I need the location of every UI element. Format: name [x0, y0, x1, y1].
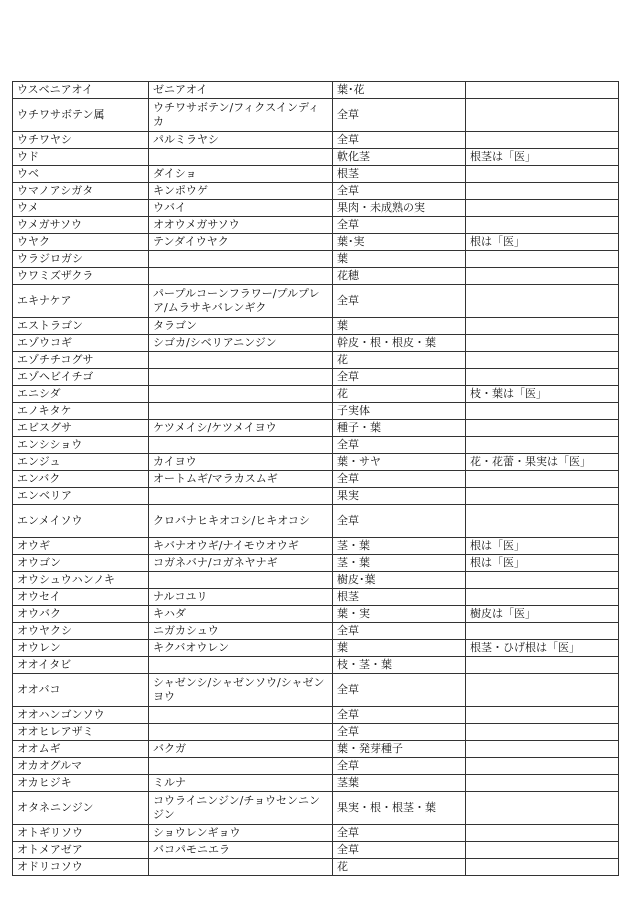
plant-name-cell: エゾチチコグサ: [13, 352, 149, 369]
part-cell: 子実体: [333, 403, 466, 420]
part-cell: 葉・実: [333, 606, 466, 623]
alias-cell: [149, 386, 333, 403]
part-cell: 全草: [333, 132, 466, 149]
table-row: [13, 386, 619, 403]
plant-name-cell: ウラジロガシ: [13, 251, 149, 268]
note-cell: [466, 589, 619, 606]
part-cell: 全草: [333, 758, 466, 775]
part-cell: 花: [333, 352, 466, 369]
note-cell: 花・花蕾・果実は「医」: [466, 454, 619, 471]
part-cell: 茎葉: [333, 775, 466, 792]
table-row: [13, 538, 619, 555]
table-row: [13, 420, 619, 437]
table-row: [13, 166, 619, 183]
part-cell: 根茎: [333, 589, 466, 606]
table-row: [13, 335, 619, 352]
plant-name-cell: ウチワサボテン属: [13, 99, 149, 132]
table-row: [13, 657, 619, 674]
part-cell: 全草: [333, 285, 466, 318]
plant-name-cell: エゾウコギ: [13, 335, 149, 352]
alias-cell: ナルコユリ: [149, 589, 333, 606]
part-cell: 全草: [333, 505, 466, 538]
table-row: [13, 285, 619, 318]
plant-name-cell: オウセイ: [13, 589, 149, 606]
part-cell: 全草: [333, 724, 466, 741]
part-cell: 茎・葉: [333, 555, 466, 572]
plant-name-cell: ウド: [13, 149, 149, 166]
plant-name-cell: ウマノアシガタ: [13, 183, 149, 200]
table-row: [13, 149, 619, 166]
plant-name-cell: ウスベニアオイ: [13, 82, 149, 99]
plant-name-cell: ウワミズザクラ: [13, 268, 149, 285]
part-cell: 葉: [333, 251, 466, 268]
alias-cell: [149, 437, 333, 454]
part-cell: 全草: [333, 842, 466, 859]
table-row: [13, 268, 619, 285]
table-row: [13, 775, 619, 792]
alias-cell: バコパモニエラ: [149, 842, 333, 859]
table-row: [13, 505, 619, 538]
plant-name-cell: ウヤク: [13, 234, 149, 251]
note-cell: [466, 623, 619, 640]
note-cell: [466, 217, 619, 234]
plant-name-cell: オウバク: [13, 606, 149, 623]
note-cell: [466, 183, 619, 200]
part-cell: 葉・サヤ: [333, 454, 466, 471]
plant-name-cell: オカヒジキ: [13, 775, 149, 792]
alias-cell: ニガカシュウ: [149, 623, 333, 640]
alias-cell: オオウメガサソウ: [149, 217, 333, 234]
note-cell: [466, 707, 619, 724]
plant-name-cell: オオイタビ: [13, 657, 149, 674]
plant-name-cell: エゾヘビイチゴ: [13, 369, 149, 386]
alias-cell: [149, 268, 333, 285]
note-cell: [466, 200, 619, 217]
plant-name-cell: オウギ: [13, 538, 149, 555]
table-row: [13, 437, 619, 454]
part-cell: 樹皮･葉: [333, 572, 466, 589]
part-cell: 全草: [333, 183, 466, 200]
table-row: [13, 251, 619, 268]
note-cell: [466, 166, 619, 183]
table-row: [13, 352, 619, 369]
note-cell: [466, 724, 619, 741]
plant-name-cell: オウゴン: [13, 555, 149, 572]
alias-cell: [149, 572, 333, 589]
plant-name-cell: オトギリソウ: [13, 825, 149, 842]
note-cell: [466, 82, 619, 99]
part-cell: 全草: [333, 369, 466, 386]
plant-name-cell: オウシュウハンノキ: [13, 572, 149, 589]
alias-cell: ショウレンギョウ: [149, 825, 333, 842]
part-cell: 葉･花: [333, 82, 466, 99]
note-cell: 根は「医」: [466, 538, 619, 555]
table-row: [13, 403, 619, 420]
alias-cell: ミルナ: [149, 775, 333, 792]
table-row: [13, 623, 619, 640]
part-cell: 全草: [333, 825, 466, 842]
plant-name-cell: エンジュ: [13, 454, 149, 471]
herb-table-body: [13, 82, 619, 876]
part-cell: 種子・葉: [333, 420, 466, 437]
part-cell: 幹皮・根・根皮・葉: [333, 335, 466, 352]
note-cell: 枝・葉は「医」: [466, 386, 619, 403]
table-row: [13, 825, 619, 842]
table-row: [13, 318, 619, 335]
table-row: [13, 200, 619, 217]
alias-cell: シャゼンシ/シャゼンソウ/シャゼンヨウ: [149, 674, 333, 707]
table-row: [13, 724, 619, 741]
part-cell: 葉･実: [333, 234, 466, 251]
table-row: [13, 183, 619, 200]
alias-cell: パープルコーンフラワー/プルプレア/ムラサキバレンギク: [149, 285, 333, 318]
note-cell: [466, 775, 619, 792]
plant-name-cell: エキナケア: [13, 285, 149, 318]
table-row: [13, 555, 619, 572]
plant-name-cell: ウメ: [13, 200, 149, 217]
part-cell: 花: [333, 386, 466, 403]
part-cell: 軟化茎: [333, 149, 466, 166]
plant-name-cell: オトメアゼア: [13, 842, 149, 859]
table-row: [13, 859, 619, 876]
alias-cell: タラゴン: [149, 318, 333, 335]
table-row: [13, 488, 619, 505]
part-cell: 葉: [333, 318, 466, 335]
alias-cell: [149, 724, 333, 741]
part-cell: 枝・茎・葉: [333, 657, 466, 674]
alias-cell: [149, 403, 333, 420]
table-row: [13, 132, 619, 149]
part-cell: 全草: [333, 217, 466, 234]
note-cell: [466, 657, 619, 674]
alias-cell: [149, 352, 333, 369]
part-cell: 全草: [333, 471, 466, 488]
alias-cell: バクガ: [149, 741, 333, 758]
plant-name-cell: エンバク: [13, 471, 149, 488]
alias-cell: [149, 251, 333, 268]
plant-name-cell: エンメイソウ: [13, 505, 149, 538]
plant-name-cell: オカオグルマ: [13, 758, 149, 775]
alias-cell: ウチワサボテン/フィクスインディカ: [149, 99, 333, 132]
table-row: [13, 707, 619, 724]
table-row: [13, 589, 619, 606]
note-cell: 根茎・ひげ根は「医」: [466, 640, 619, 657]
note-cell: [466, 437, 619, 454]
note-cell: [466, 471, 619, 488]
part-cell: 全草: [333, 707, 466, 724]
plant-name-cell: オオハンゴンソウ: [13, 707, 149, 724]
alias-cell: ゼニアオイ: [149, 82, 333, 99]
alias-cell: オートムギ/マラカスムギ: [149, 471, 333, 488]
part-cell: 花: [333, 859, 466, 876]
alias-cell: キバナオウギ/ナイモウオウギ: [149, 538, 333, 555]
alias-cell: [149, 707, 333, 724]
alias-cell: コウライニンジン/チョウセンニンジン: [149, 792, 333, 825]
alias-cell: [149, 859, 333, 876]
note-cell: [466, 674, 619, 707]
part-cell: 果実: [333, 488, 466, 505]
herb-table: [12, 81, 619, 876]
plant-name-cell: ウメガサソウ: [13, 217, 149, 234]
note-cell: [466, 792, 619, 825]
note-cell: 根茎は「医」: [466, 149, 619, 166]
table-row: [13, 454, 619, 471]
table-row: [13, 234, 619, 251]
note-cell: [466, 99, 619, 132]
part-cell: 全草: [333, 623, 466, 640]
note-cell: 根は「医」: [466, 234, 619, 251]
table-row: [13, 572, 619, 589]
note-cell: [466, 505, 619, 538]
alias-cell: [149, 369, 333, 386]
alias-cell: [149, 758, 333, 775]
plant-name-cell: オウレン: [13, 640, 149, 657]
note-cell: [466, 572, 619, 589]
alias-cell: ウバイ: [149, 200, 333, 217]
alias-cell: [149, 149, 333, 166]
plant-name-cell: オウヤクシ: [13, 623, 149, 640]
table-row: [13, 741, 619, 758]
plant-name-cell: ウチワヤシ: [13, 132, 149, 149]
plant-name-cell: オタネニンジン: [13, 792, 149, 825]
alias-cell: シゴカ/シベリアニンジン: [149, 335, 333, 352]
part-cell: 全草: [333, 674, 466, 707]
alias-cell: キクバオウレン: [149, 640, 333, 657]
part-cell: 茎・葉: [333, 538, 466, 555]
part-cell: 全草: [333, 99, 466, 132]
note-cell: [466, 369, 619, 386]
table-row: [13, 217, 619, 234]
table-row: [13, 606, 619, 623]
plant-name-cell: オオムギ: [13, 741, 149, 758]
plant-name-cell: エノキタケ: [13, 403, 149, 420]
note-cell: [466, 741, 619, 758]
alias-cell: ダイショ: [149, 166, 333, 183]
note-cell: [466, 488, 619, 505]
plant-name-cell: オドリコソウ: [13, 859, 149, 876]
note-cell: [466, 403, 619, 420]
plant-name-cell: オオヒレアザミ: [13, 724, 149, 741]
alias-cell: カイヨウ: [149, 454, 333, 471]
table-row: [13, 369, 619, 386]
alias-cell: [149, 657, 333, 674]
part-cell: 全草: [333, 437, 466, 454]
alias-cell: [149, 488, 333, 505]
note-cell: [466, 825, 619, 842]
note-cell: [466, 758, 619, 775]
plant-name-cell: エンシショウ: [13, 437, 149, 454]
part-cell: 葉・発芽種子: [333, 741, 466, 758]
alias-cell: パルミラヤシ: [149, 132, 333, 149]
part-cell: 根茎: [333, 166, 466, 183]
part-cell: 果肉・未成熟の実: [333, 200, 466, 217]
alias-cell: キンポウゲ: [149, 183, 333, 200]
note-cell: [466, 318, 619, 335]
alias-cell: コガネバナ/コガネヤナギ: [149, 555, 333, 572]
part-cell: 葉: [333, 640, 466, 657]
table-row: [13, 792, 619, 825]
part-cell: 果実・根・根茎・葉: [333, 792, 466, 825]
note-cell: 根は「医」: [466, 555, 619, 572]
plant-name-cell: エビスグサ: [13, 420, 149, 437]
plant-name-cell: オオバコ: [13, 674, 149, 707]
table-row: [13, 82, 619, 99]
note-cell: [466, 268, 619, 285]
table-row: [13, 640, 619, 657]
note-cell: [466, 420, 619, 437]
alias-cell: テンダイウヤク: [149, 234, 333, 251]
plant-name-cell: エニシダ: [13, 386, 149, 403]
part-cell: 花穂: [333, 268, 466, 285]
plant-name-cell: ウベ: [13, 166, 149, 183]
note-cell: [466, 352, 619, 369]
table-row: [13, 674, 619, 707]
note-cell: [466, 285, 619, 318]
table-row: [13, 99, 619, 132]
alias-cell: クロバナヒキオコシ/ヒキオコシ: [149, 505, 333, 538]
note-cell: [466, 859, 619, 876]
note-cell: [466, 335, 619, 352]
note-cell: [466, 132, 619, 149]
alias-cell: ケツメイシ/ケツメイヨウ: [149, 420, 333, 437]
table-row: [13, 842, 619, 859]
table-row: [13, 471, 619, 488]
note-cell: 樹皮は「医」: [466, 606, 619, 623]
plant-name-cell: エンベリア: [13, 488, 149, 505]
plant-name-cell: エストラゴン: [13, 318, 149, 335]
table-row: [13, 758, 619, 775]
note-cell: [466, 842, 619, 859]
note-cell: [466, 251, 619, 268]
alias-cell: キハダ: [149, 606, 333, 623]
